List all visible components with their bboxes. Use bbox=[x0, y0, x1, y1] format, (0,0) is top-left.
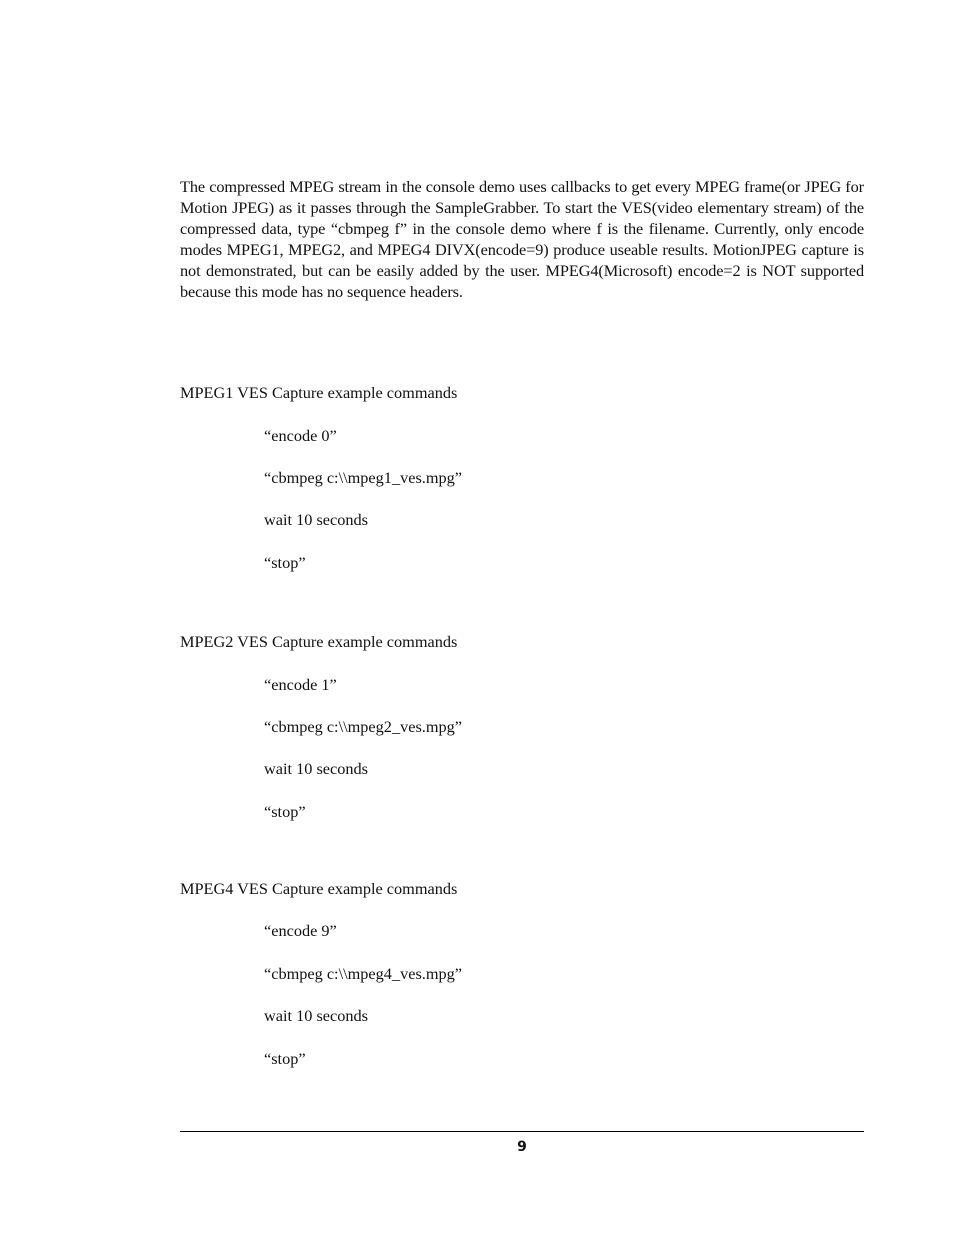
command-line: “cbmpeg c:\\mpeg4_ves.mpg” bbox=[264, 964, 463, 983]
command-line: “cbmpeg c:\\mpeg2_ves.mpg” bbox=[264, 717, 463, 736]
command-line: “stop” bbox=[264, 802, 306, 821]
command-line: wait 10 seconds bbox=[264, 759, 368, 778]
command-line: “stop” bbox=[264, 553, 306, 572]
section-heading-mpeg1: MPEG1 VES Capture example commands bbox=[180, 383, 458, 402]
footer-divider bbox=[180, 1131, 864, 1132]
command-line: “encode 0” bbox=[264, 426, 337, 445]
page-number: 9 bbox=[517, 1139, 527, 1155]
section-heading-mpeg4: MPEG4 VES Capture example commands bbox=[180, 879, 458, 898]
command-line: “cbmpeg c:\\mpeg1_ves.mpg” bbox=[264, 468, 463, 487]
command-line: wait 10 seconds bbox=[264, 1006, 368, 1025]
command-line: “stop” bbox=[264, 1049, 306, 1068]
command-line: “encode 9” bbox=[264, 921, 337, 940]
intro-paragraph: The compressed MPEG stream in the console demo uses callbacks to get every MPEG frame(or JPEG for Motion JPEG) as it passes through the SampleGrabber. To start the VES(video elementary stream) of the compressed data, type “cbmpeg f” in the console demo where f is the filename. Currently, only encode modes MPEG1, MPEG2, and MPEG4 DIVX(encode=9) produce useable results. MotionJPEG capture is not demonstrated, but can be easily added by the user. MPEG4(Microsoft) encode=2 is NOT supported because this mode has no sequence headers. bbox=[180, 177, 864, 301]
command-line: “encode 1” bbox=[264, 675, 337, 694]
section-heading-mpeg2: MPEG2 VES Capture example commands bbox=[180, 632, 458, 651]
command-line: wait 10 seconds bbox=[264, 510, 368, 529]
